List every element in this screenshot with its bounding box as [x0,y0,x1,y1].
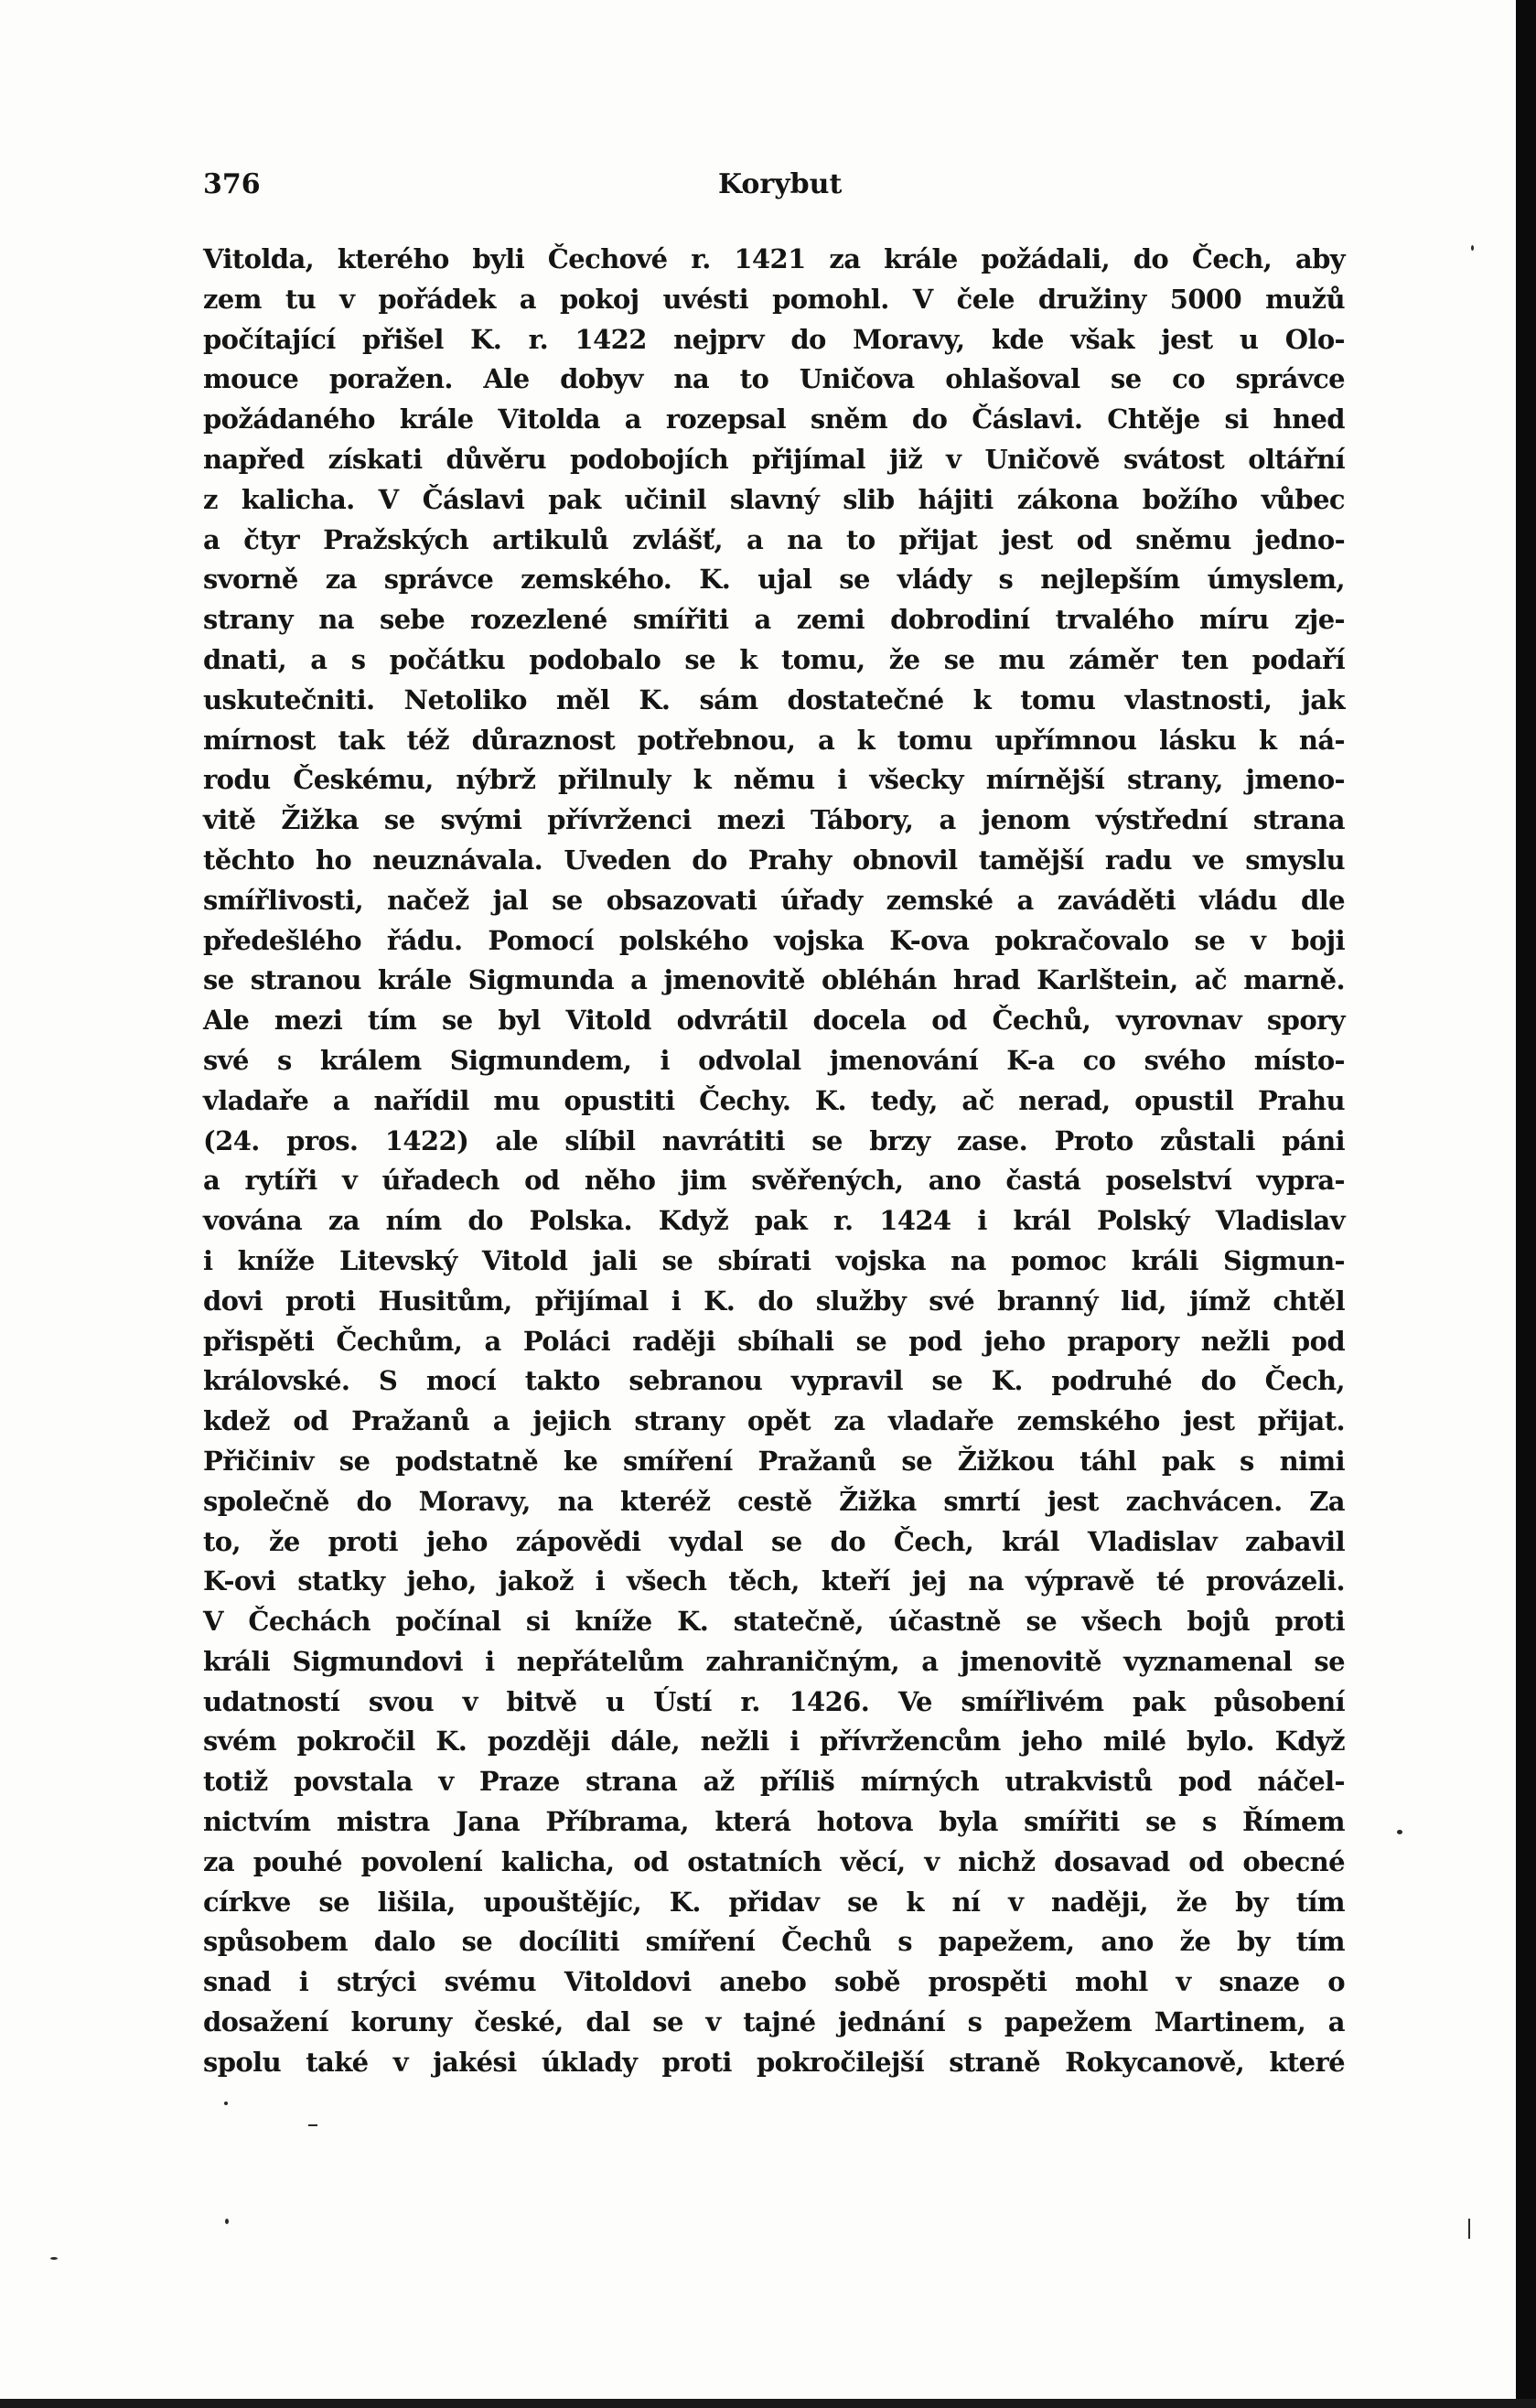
text-line: vitě Žižka se svými přívrženci mezi Tábory, a jenom výstřední strana [203,804,1345,836]
text-line: snad i strýci svému Vitoldovi anebo sobě prospěti mohl v snaze o [203,1966,1345,1998]
text-line: K-ovi statky jeho, jakož i všech těch, kteří jej na výpravě té provázeli. [203,1565,1345,1597]
scan-border-right [1516,0,1536,2408]
running-head: Korybut [718,168,843,200]
text-line: to, že proti jeho zápovědi vydal se do Čech, král Vladislav zabavil [203,1525,1345,1557]
text-line: spůsobem dalo se docíliti smíření Čechů s papežem, ano že by tím [203,1926,1345,1958]
body-text [203,240,1345,2083]
text-line: z kalicha. V Čáslavi pak učinil slavný slib hájiti zákona božího vůbec [203,483,1345,515]
text-line: vována za ním do Polska. Když pak r. 1424 i král Polský Vladislav [203,1205,1345,1237]
text-line: kdež od Pražanů a jejich strany opět za vladaře zemského jest přijat. [203,1405,1345,1437]
text-line: svém pokročil K. později dále, nežli i přívržencům jeho milé bylo. Když [203,1725,1345,1758]
text-line: Přičiniv se podstatně ke smíření Pražanů se Žižkou táhl pak s nimi [203,1445,1345,1477]
text-line: Vitolda, kterého byli Čechové r. 1421 za krále požádali, do Čech, aby [203,243,1345,274]
text-line: předešlého řádu. Pomocí polského vojska K-ova pokračovalo se v boji [203,924,1345,956]
text-line: nictvím mistra Jana Příbrama, která hotova byla smířiti se s Římem [203,1806,1345,1838]
text-line: strany na sebe rozezlené smířiti a zemi dobrodiní trvalého míru zje- [203,604,1345,636]
text-line: udatností svou v bitvě u Ústí r. 1426. Ve smířlivém pak působení [203,1685,1345,1717]
text-line: se stranou krále Sigmunda a jmenovitě obléhán hrad Karlštein, ač marně. [203,964,1345,996]
page-number: 376 [203,168,261,200]
text-line: přispěti Čechům, a Poláci raději sbíhali se pod jeho prapory nežli pod [203,1325,1345,1357]
text-line: požádaného krále Vitolda a rozepsal sněm do Čáslavi. Chtěje si hned [203,403,1345,435]
text-line: těchto ho neuznávala. Uveden do Prahy obnovil tamější radu ve smyslu [203,844,1345,876]
text-line: spolu také v jakési úklady proti pokročilejší straně Rokycanově, které [203,2046,1345,2078]
text-line: dnati, a s počátku podobalo se k tomu, že se mu záměr ten podaří [203,643,1345,675]
text-line: rodu Českému, nýbrž přilnuly k němu i všecky mírnější strany, jmeno- [203,764,1345,796]
text-line: dosažení koruny české, dal se v tajné jednání s papežem Martinem, a [203,2006,1345,2038]
text-line: uskutečniti. Netoliko měl K. sám dostatečné k tomu vlastnosti, jak [203,683,1345,715]
text-line: své s králem Sigmundem, i odvolal jmenování K-a co svého místo- [203,1044,1345,1076]
text-line: církve se lišila, upouštějíc, K. přidav se k ní v naději, že by tím [203,1886,1345,1918]
text-line: i kníže Litevský Vitold jali se sbírati vojska na pomoc králi Sigmun- [203,1244,1345,1276]
text-line: totiž povstala v Praze strana až příliš mírných utrakvistů pod náčel- [203,1766,1345,1798]
text-line: mírnost tak též důraznost potřebnou, a k tomu upřímnou lásku k ná- [203,724,1345,756]
text-line: společně do Moravy, na kteréž cestě Žižka smrtí jest zachvácen. Za [203,1485,1345,1517]
text-line: a rytíři v úřadech od něho jim svěřených, ano častá poselství vypra- [203,1165,1345,1197]
text-line: královské. S mocí takto sebranou vypravil se K. podruhé do Čech, [203,1365,1345,1397]
text-line: (24. pros. 1422) ale slíbil navrátiti se brzy zase. Proto zůstali páni [203,1124,1345,1156]
text-line: za pouhé povolení kalicha, od ostatních věcí, v nichž dosavad od obecné [203,1845,1345,1877]
text-line: mouce poražen. Ale dobyv na to Uničova ohlašoval se co správce [203,363,1345,395]
text-line: a čtyr Pražských artikulů zvlášť, a na to přijat jest od sněmu jedno- [203,523,1345,555]
text-line: smířlivosti, načež jal se obsazovati úřady zemské a zaváděti vládu dle [203,884,1345,916]
text-line: V Čechách počínal si kníže K. statečně, účastně se všech bojů proti [203,1606,1345,1638]
text-line: svorně za správce zemského. K. ujal se vlády s nejlepším úmyslem, [203,564,1345,596]
text-line: napřed získati důvěru podobojích přijímal již v Uničově svátost oltářní [203,443,1345,475]
text-line: počítající přišel K. r. 1422 nejprv do Moravy, kde však jest u Olo- [203,323,1345,355]
text-line: Ale mezi tím se byl Vitold odvrátil docela od Čechů, vyrovnav spory [203,1005,1345,1037]
scan-border-bottom [0,2399,1536,2408]
text-line: zem tu v pořádek a pokoj uvésti pomohl. V čele družiny 5000 mužů [203,283,1345,315]
text-line: vladaře a nařídil mu opustiti Čechy. K. tedy, ač nerad, opustil Prahu [203,1084,1345,1116]
text-line: dovi proti Husitům, přijímal i K. do služby své branný lid, jímž chtěl [203,1285,1345,1317]
text-line: králi Sigmundovi i nepřátelům zahraničným, a jmenovitě vyznamenal se [203,1645,1345,1677]
